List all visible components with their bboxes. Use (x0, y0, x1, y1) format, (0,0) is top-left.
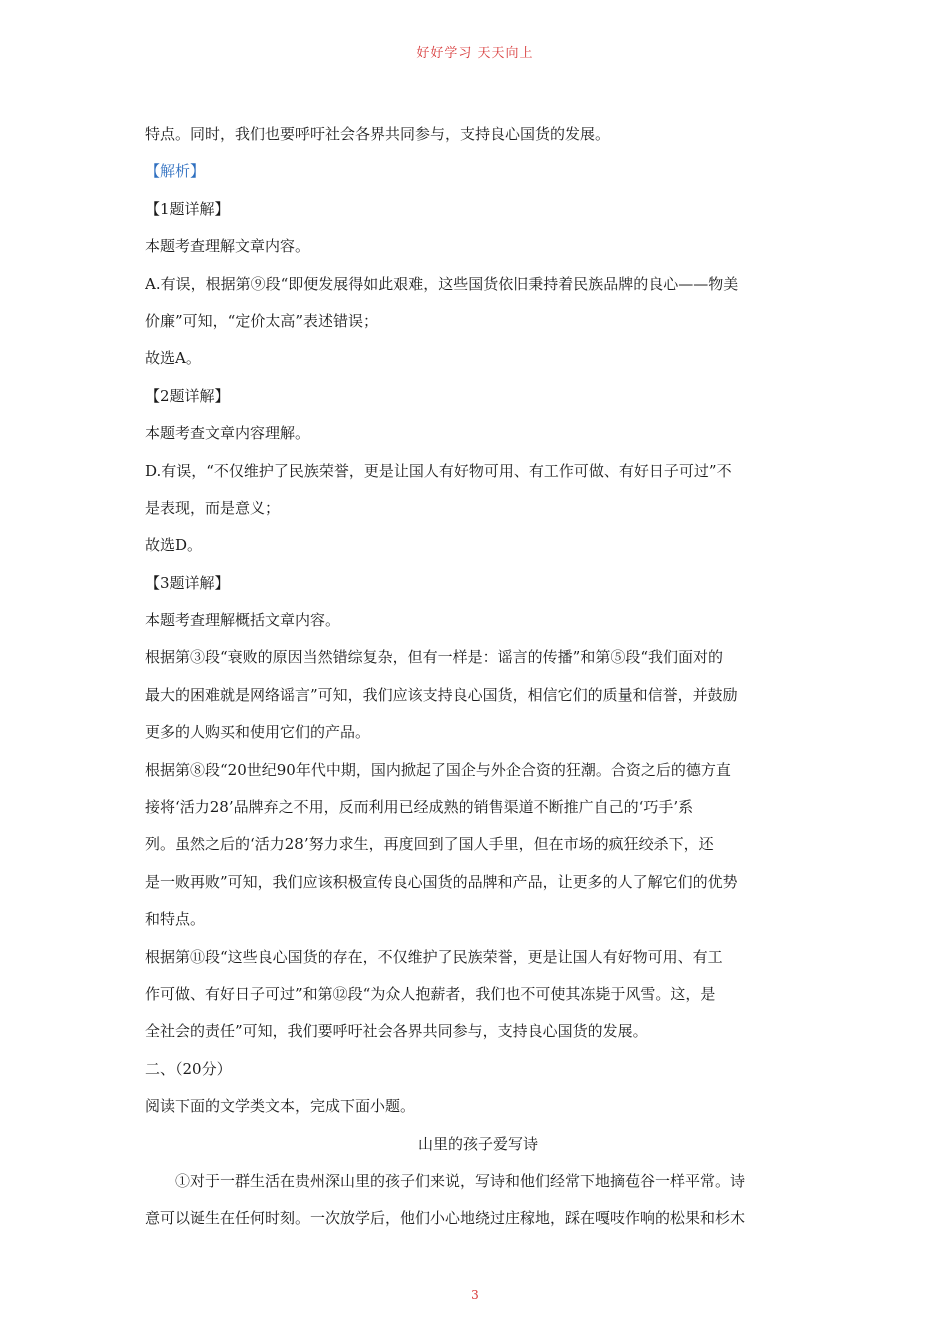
text-line: 故选D。 (145, 536, 203, 555)
text-line: 全社会的责任”可知，我们要呼吁社会各界共同参与，支持良心国货的发展。 (145, 1022, 648, 1041)
text-line: 本题考查理解文章内容。 (145, 237, 311, 256)
text-line: 价廉”可知，“定价太高”表述错误； (145, 311, 379, 330)
article-title: 山里的孩子爱写诗 (417, 1134, 538, 1153)
text-line: 意可以诞生在任何时刻。一次放学后，他们小心地绕过庄稼地，踩在嘎吱作响的松果和杉木 (145, 1209, 746, 1228)
text-line: 接将‘活力28’品牌弃之不用，反而利用已经成熟的销售渠道不断推广自己的‘巧手’系 (145, 798, 694, 817)
text-line: 本题考查文章内容理解。 (145, 424, 311, 443)
text-line: A.有误，根据第⑨段“即便发展得如此艰难，这些国货依旧秉持着民族品牌的良心——物美 (145, 274, 739, 293)
page-header-slogan: 好好学习 天天向上 (416, 46, 534, 61)
question-2-heading: 【2题详解】 (145, 386, 230, 405)
text-line: 是表现，而是意义； (145, 498, 281, 517)
text-line: 是一败再败”可知，我们应该积极宣传良心国货的品牌和产品，让更多的人了解它们的优势 (145, 872, 738, 891)
question-1-heading: 【1题详解】 (145, 199, 230, 218)
text-line: 列。虽然之后的‘活力28’努力求生，再度回到了国人手里，但在市场的疯狂绞杀下，还 (145, 835, 714, 854)
text-line: 故选A。 (145, 349, 201, 368)
text-line: 更多的人购买和使用它们的产品。 (145, 723, 371, 742)
text-line: 根据第⑪段“这些良心国货的存在，不仅维护了民族荣誉，更是让国人有好物可用、有工 (145, 947, 723, 966)
page-number: 3 (471, 1288, 479, 1302)
analysis-heading: 【解析】 (145, 162, 206, 181)
text-line: ①对于一群生活在贵州深山里的孩子们来说，写诗和他们经常下地摘苞谷一样平常。诗 (175, 1171, 746, 1190)
text-line: 作可做、有好日子可过”和第⑫段“为众人抱薪者，我们也不可使其冻毙于风雪。这，是 (145, 984, 716, 1003)
section-heading: 二、（20分） (145, 1059, 232, 1078)
document-body (145, 116, 811, 1238)
text-line: 最大的困难就是网络谣言”可知，我们应该支持良心国货，相信它们的质量和信誉，并鼓励 (145, 685, 738, 704)
text-line: 和特点。 (145, 910, 206, 929)
text-line: 根据第③段“衰败的原因当然错综复杂，但有一样是：谣言的传播”和第⑤段“我们面对的 (145, 648, 724, 667)
text-line: 特点。同时，我们也要呼吁社会各界共同参与，支持良心国货的发展。 (145, 125, 611, 143)
text-line: 本题考查理解概括文章内容。 (145, 611, 341, 630)
question-3-heading: 【3题详解】 (145, 573, 230, 592)
section-instruction: 阅读下面的文学类文本，完成下面小题。 (145, 1097, 416, 1116)
text-line: D.有误，“不仅维护了民族荣誉，更是让国人有好物可用、有工作可做、有好日子可过”不 (145, 461, 732, 480)
text-line: 根据第⑧段“20世纪90年代中期，国内掀起了国企与外企合资的狂潮。合资之后的德方直 (145, 760, 731, 779)
